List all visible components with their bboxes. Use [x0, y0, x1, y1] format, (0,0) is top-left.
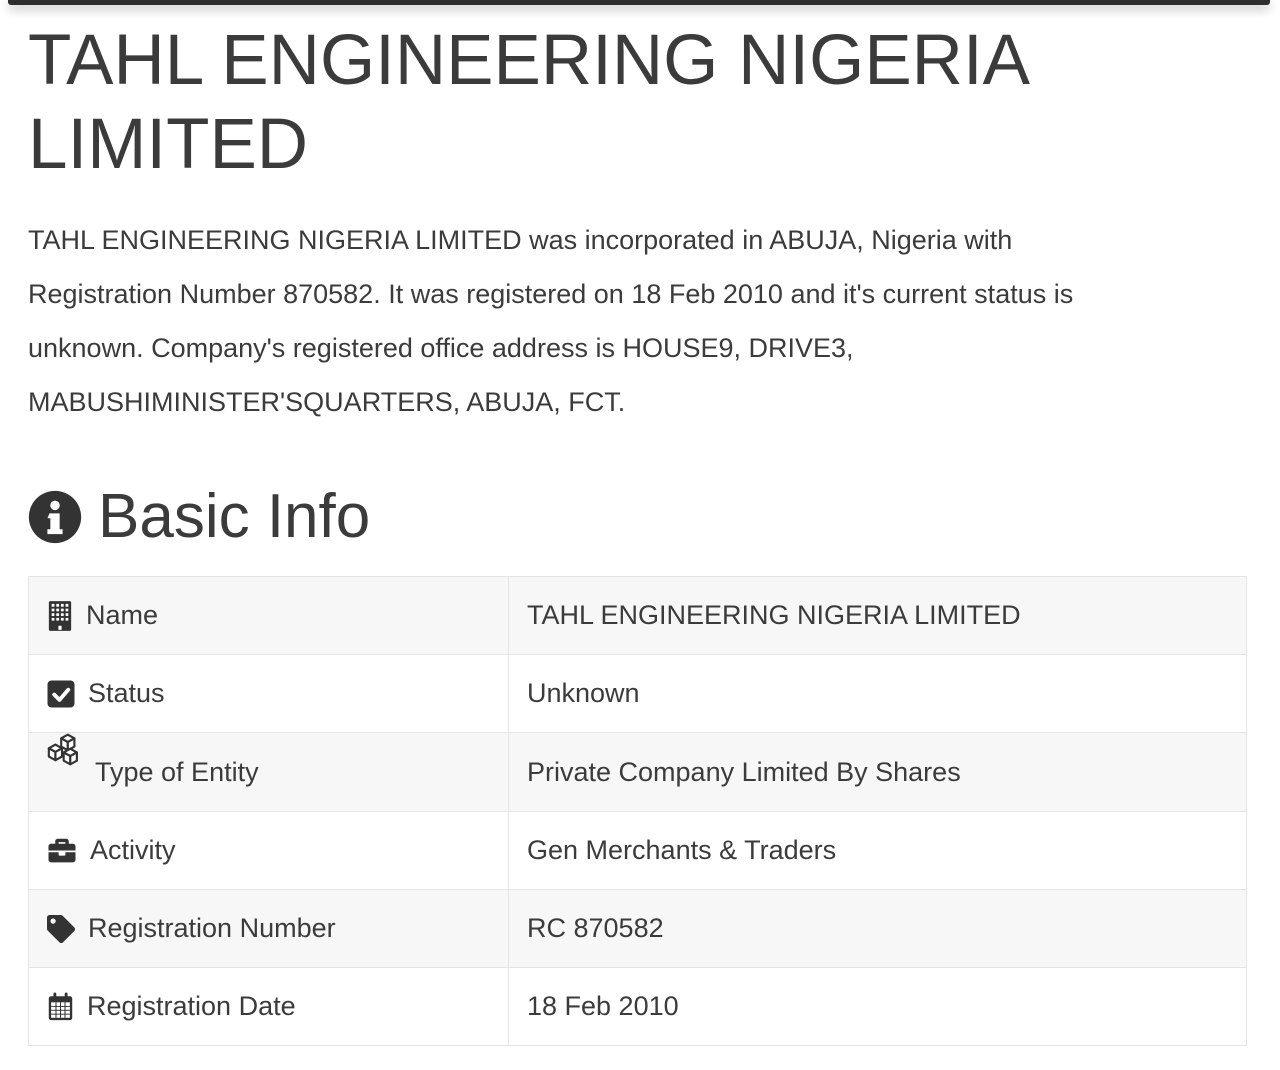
row-value-cell	[509, 733, 1247, 812]
row-value: Unknown	[527, 678, 640, 708]
row-value-cell	[509, 968, 1247, 1046]
table-row	[29, 733, 1247, 812]
table-row	[29, 890, 1247, 968]
row-value-cell	[509, 890, 1247, 968]
row-label-cell	[29, 577, 509, 655]
row-value: Private Company Limited By Shares	[527, 756, 961, 787]
cubes-icon	[47, 733, 82, 766]
table-row	[29, 812, 1247, 890]
row-value: RC 870582	[527, 913, 664, 943]
company-summary: TAHL ENGINEERING NIGERIA LIMITED was incorporated in ABUJA, Nigeria with Registration Number 870582. It was registered on 18 Feb 2010 and it's current status is unknown. Company's registered office address is HOUSE9, DRIVE3, MABUSHIMINISTER'SQUARTERS, ABUJA, FCT.	[28, 225, 1074, 417]
check-square-icon	[47, 680, 75, 708]
info-circle-icon	[28, 488, 82, 546]
tag-icon	[47, 915, 75, 943]
table-row	[29, 655, 1247, 733]
table-row	[29, 577, 1247, 655]
page-title: TAHL ENGINEERING NIGERIA LIMITED	[28, 21, 1027, 184]
row-label-cell	[29, 733, 509, 812]
section-heading-label: Basic Info	[98, 482, 371, 551]
row-value-cell	[509, 655, 1247, 733]
row-label: Registration Date	[87, 991, 296, 1021]
row-value-cell	[509, 577, 1247, 655]
row-label-cell	[29, 655, 509, 733]
row-value-cell	[509, 812, 1247, 890]
calendar-icon	[47, 992, 74, 1022]
table-row	[29, 968, 1247, 1046]
row-label-cell	[29, 890, 509, 968]
briefcase-icon	[47, 837, 77, 864]
basic-info-table	[28, 576, 1247, 1046]
row-label-cell	[29, 812, 509, 890]
row-label: Activity	[90, 835, 176, 865]
main-content	[0, 19, 1280, 1070]
building-icon	[47, 601, 73, 631]
row-label-cell	[29, 968, 509, 1046]
row-label: Status	[88, 678, 165, 708]
row-label: Type of Entity	[95, 757, 259, 787]
basic-info-heading	[28, 481, 1247, 552]
row-label: Registration Number	[88, 913, 336, 943]
header-bar-remnant	[8, 0, 1270, 5]
row-value: 18 Feb 2010	[527, 991, 679, 1021]
row-value: TAHL ENGINEERING NIGERIA LIMITED	[527, 600, 1021, 630]
row-value: Gen Merchants & Traders	[527, 835, 837, 865]
row-label: Name	[86, 600, 159, 630]
